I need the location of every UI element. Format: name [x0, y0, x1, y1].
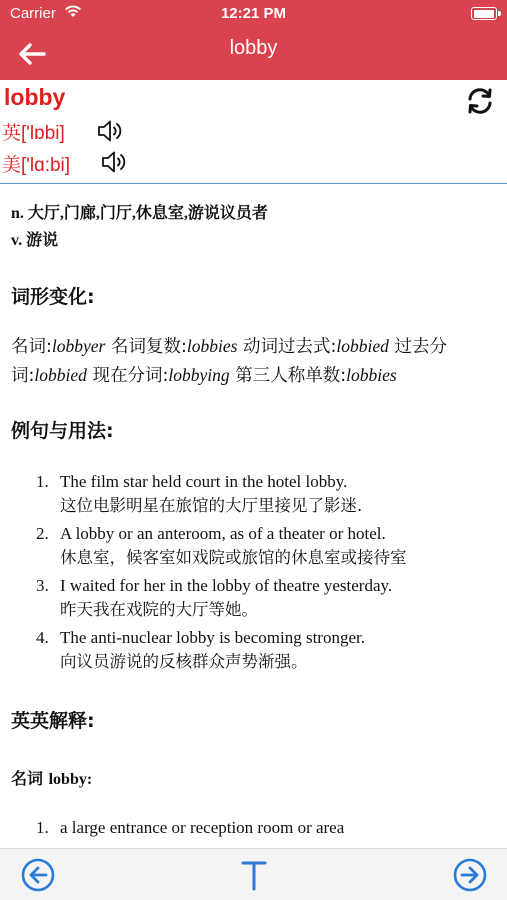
- status-time: 12:21 PM: [220, 5, 287, 22]
- word-forms-heading: 词形变化:: [11, 286, 95, 308]
- example-chinese: 休息室，候客室如戏院或旅馆的休息室或接待室: [60, 548, 407, 567]
- form-value: lobbied: [336, 336, 389, 356]
- example-item: [36, 574, 496, 626]
- english-definition-item: [36, 818, 344, 838]
- speaker-icon: [100, 149, 128, 175]
- english-definition-heading: 英英解释:: [11, 710, 95, 732]
- circle-arrow-right-icon: [453, 858, 487, 892]
- form-label: 过去分词:: [11, 337, 447, 386]
- basic-definitions: [11, 200, 268, 254]
- refresh-button[interactable]: [465, 86, 495, 116]
- nav-title: lobby: [229, 37, 278, 59]
- circle-arrow-left-icon: [21, 858, 55, 892]
- example-english: I waited for her in the lobby of theatre yesterday.: [60, 576, 393, 595]
- refresh-icon: [465, 86, 495, 116]
- content-area[interactable]: [0, 186, 507, 848]
- example-number: 2.: [36, 524, 49, 543]
- form-label: 现在分词:: [92, 366, 169, 386]
- carrier-label: Carrier: [10, 5, 56, 22]
- us-speaker-button[interactable]: [100, 149, 128, 175]
- navigation-bar: [0, 30, 507, 80]
- form-value: lobbyer: [51, 336, 106, 356]
- example-number: 4.: [36, 628, 49, 647]
- next-word-button[interactable]: [452, 857, 488, 893]
- bottom-toolbar: [0, 848, 507, 900]
- examples-heading: 例句与用法:: [11, 420, 114, 442]
- form-value: lobbying: [168, 365, 230, 385]
- word-header: [0, 80, 507, 184]
- text-t-icon: [239, 858, 269, 892]
- english-definition-pos: [11, 766, 92, 789]
- pos-label: 名词: [11, 769, 44, 788]
- uk-pronunciation: 英['lɒbi]: [2, 123, 65, 144]
- us-pronunciation: 美['lɑ:bi]: [2, 155, 71, 176]
- definition-text: a large entrance or reception room or area: [60, 818, 345, 837]
- form-label: 第三人称单数:: [235, 366, 347, 386]
- examples-list: [36, 470, 496, 678]
- example-item: [36, 522, 496, 574]
- word-forms: [11, 332, 501, 390]
- definition-verb: v. 游说: [11, 232, 59, 249]
- form-value: lobbies: [346, 365, 397, 385]
- example-chinese: 向议员游说的反核群众声势渐强。: [60, 652, 308, 671]
- example-english: A lobby or an anteroom, as of a theater or hotel.: [60, 524, 386, 543]
- form-label: 名词复数:: [110, 337, 187, 357]
- previous-word-button[interactable]: [20, 857, 56, 893]
- text-size-button[interactable]: [236, 857, 272, 893]
- form-label: 动词过去式:: [243, 337, 337, 357]
- speaker-icon: [96, 118, 124, 144]
- example-item: [36, 470, 496, 522]
- example-english: The anti-nuclear lobby is becoming stronger.: [60, 628, 365, 647]
- example-number: 1.: [36, 472, 49, 491]
- pos-word: lobby:: [48, 771, 93, 788]
- headword: lobby: [4, 84, 66, 110]
- definition-noun: n. 大厅,门廊,门厅,休息室,游说议员者: [11, 205, 268, 222]
- example-chinese: 这位电影明星在旅馆的大厅里接见了影迷.: [60, 496, 363, 515]
- top-bar: [0, 0, 507, 80]
- example-english: The film star held court in the hotel lobby.: [60, 472, 348, 491]
- definition-number: 1.: [36, 818, 49, 837]
- example-number: 3.: [36, 576, 49, 595]
- form-value: lobbies: [186, 336, 238, 356]
- status-bar: [0, 0, 507, 30]
- form-label: 名词:: [11, 337, 52, 357]
- uk-speaker-button[interactable]: [96, 118, 124, 144]
- example-chinese: 昨天我在戏院的大厅等她。: [60, 600, 258, 619]
- form-value: lobbied: [34, 365, 87, 385]
- battery-icon: [471, 7, 497, 20]
- example-item: [36, 626, 496, 678]
